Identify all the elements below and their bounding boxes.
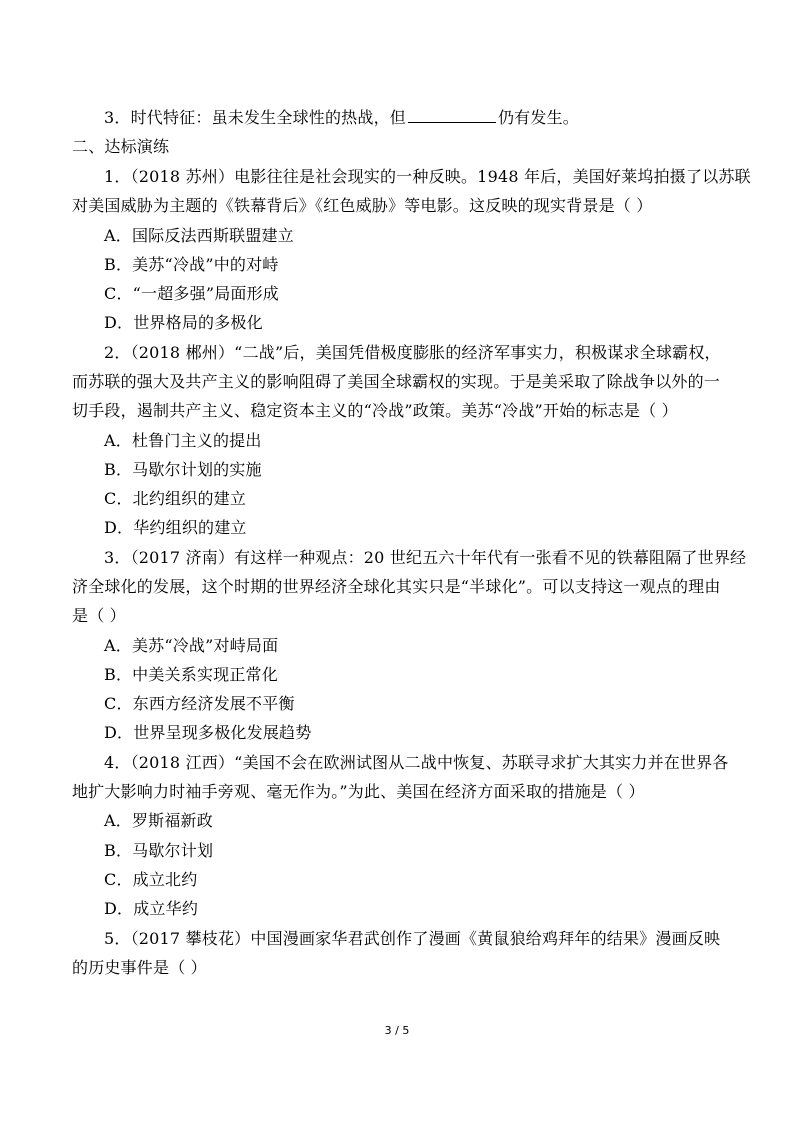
question-2-line-3: 切手段，遏制共产主义、稳定资本主义的“冷战”政策。美苏“冷战”开始的标志是（ ） xyxy=(72,401,678,420)
question-2-line-2: 而苏联的强大及共产主义的影响阻碍了美国全球霸权的实现。于是美采取了除战争以外的一 xyxy=(72,372,721,391)
question-3-line-1: 3．（2017 济南）有这样一种观点：20 世纪五六十年代有一张看不见的铁幕阻隔了世界经 xyxy=(104,548,747,567)
question-4-line-1: 4．（2018 江西）“美国不会在欧洲试图从二战中恢复、苏联寻求扩大其实力并在世界各 xyxy=(104,753,729,772)
question-1-option-c: C．“一超多强”局面形成 xyxy=(104,284,280,303)
question-1-line-2: 对美国威胁为主题的《铁幕背后》《红色威胁》等电影。这反映的现实背景是（ ） xyxy=(72,196,653,215)
question-3-option-a: A．美苏“冷战”对峙局面 xyxy=(104,636,279,655)
question-3-option-c: C．东西方经济发展不平衡 xyxy=(104,694,295,713)
question-2-option-d: D．华约组织的建立 xyxy=(104,518,247,537)
fill-blank xyxy=(408,108,496,123)
question-2-option-c: C．北约组织的建立 xyxy=(104,489,247,508)
feature-text: 3．时代特征：虽未发生全球性的热战，但 xyxy=(104,108,406,127)
question-3-option-b: B．中美关系实现正常化 xyxy=(104,665,278,684)
question-3-line-3: 是（ ） xyxy=(72,606,126,625)
question-4-option-b: B．马歇尔计划 xyxy=(104,841,214,860)
page-number: 3 / 5 xyxy=(384,1024,410,1037)
question-2-option-a: A．杜鲁门主义的提出 xyxy=(104,431,262,450)
question-3-option-d: D．世界呈现多极化发展趋势 xyxy=(104,723,312,742)
feature-line xyxy=(104,108,754,128)
question-4-option-d: D．成立华约 xyxy=(104,899,199,918)
question-2-line-1: 2．（2018 郴州）“二战”后，美国凭借极度膨胀的经济军事实力，积极谋求全球霸权， xyxy=(104,343,721,362)
question-3-line-2: 济全球化的发展，这个时期的世界经济全球化其实只是“半球化”。可以支持这一观点的理由 xyxy=(72,577,721,596)
question-4-line-2: 地扩大影响力时袖手旁观、毫无作为。”为此、美国在经济方面采取的措施是（ ） xyxy=(72,782,645,801)
question-4-option-a: A．罗斯福新政 xyxy=(104,811,213,830)
question-2-option-b: B．马歇尔计划的实施 xyxy=(104,460,262,479)
question-1-line-1: 1．（2018 苏州）电影往往是社会现实的一种反映。1948 年后，美国好莱坞拍摄了以苏联 xyxy=(104,167,751,186)
section-title: 二、达标演练 xyxy=(72,137,170,156)
question-1-option-d: D．世界格局的多极化 xyxy=(104,313,263,332)
question-5-line-1: 5．（2017 攀枝花）中国漫画家华君武创作了漫画《黄鼠狼给鸡拜年的结果》漫画反映 xyxy=(104,929,721,948)
question-1-option-b: B．美苏“冷战”中的对峙 xyxy=(104,255,279,274)
question-1-option-a: A．国际反法西斯联盟建立 xyxy=(104,226,294,245)
question-4-option-c: C．成立北约 xyxy=(104,870,198,889)
feature-text-end: 仍有发生。 xyxy=(497,108,579,127)
question-5-line-2: 的历史事件是（ ） xyxy=(72,958,207,977)
